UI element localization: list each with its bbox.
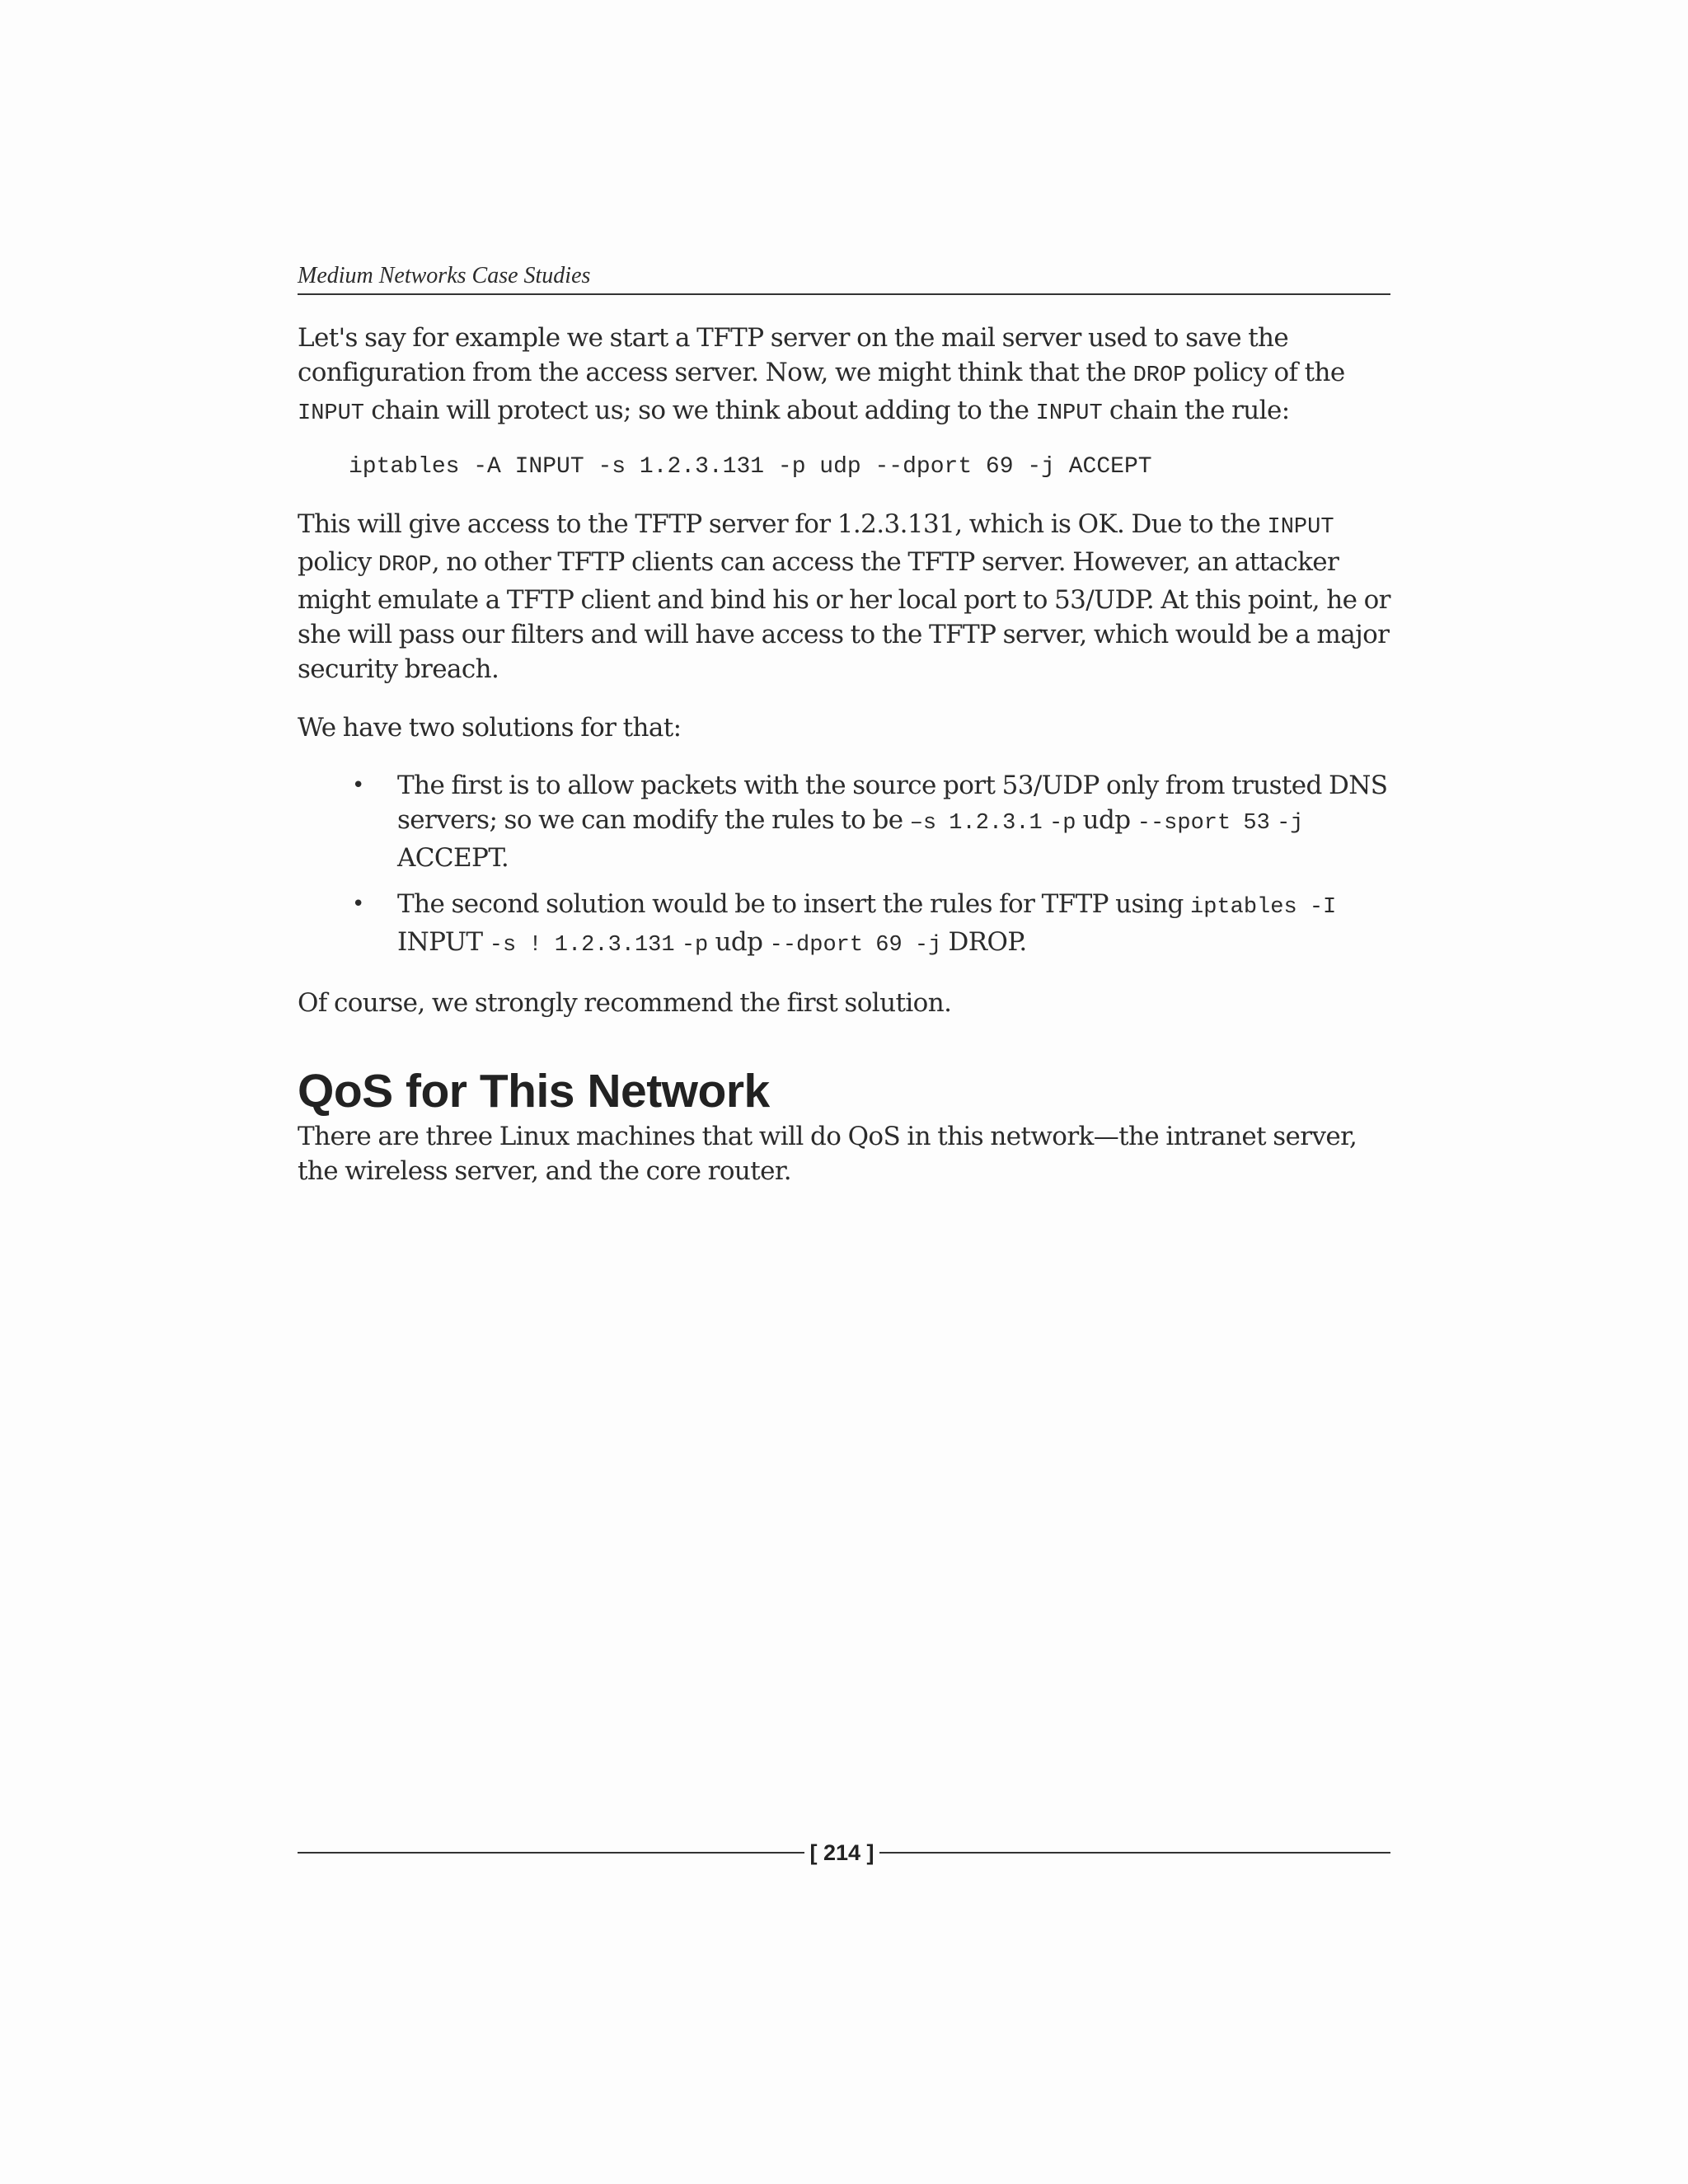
- paragraph-tftp-risk: This will give access to the TFTP server for 1.2.3.131, which is OK. Due to the INPUT policy DROP, no other TFTP clients can access the TFTP server. However, an attacker might emulate a TFTP client and bind his or her local port to 53/UDP. At this point, he or she will pass our filters and will have access to the TFTP server, which would be a major security breach.: [298, 509, 1390, 684]
- running-header: Medium Networks Case Studies: [298, 262, 1390, 295]
- paragraph-recommendation: Of course, we strongly recommend the first solution.: [298, 988, 952, 1018]
- paragraph-qos-intro: There are three Linux machines that will do QoS in this network—the intranet server, the wireless server, and the core router.: [298, 1122, 1357, 1186]
- paragraph-tftp-intro: Let's say for example we start a TFTP server on the mail server used to save the configuration from the access server. Now, we might think that the DROP policy of the INPUT chain will protect us; so we think about adding to the INPUT chain the rule:: [298, 323, 1345, 426]
- inline-code-input: INPUT: [1035, 401, 1103, 426]
- page-content: [298, 262, 1390, 1188]
- bullet-icon: •: [352, 892, 364, 916]
- page-number: [ 214 ]: [809, 1840, 874, 1865]
- inline-code-input: INPUT: [1267, 515, 1334, 540]
- list-item: • The first is to allow packets with the source port 53/UDP only from trusted DNS servers; so we can modify the rules to be –s 1.2.3.1 -p udp --sport 53 -j ACCEPT.: [298, 768, 1390, 875]
- list-item: • The second solution would be to insert the rules for TFTP using iptables -I INPUT -s ! 1.2.3.131 -p udp --dport 69 -j DROP.: [298, 887, 1390, 963]
- section-heading: QoS for This Network: [298, 1065, 770, 1118]
- paragraph-solutions-intro: We have two solutions for that:: [298, 713, 682, 743]
- inline-code-drop: DROP: [1132, 363, 1187, 388]
- inline-code-input: INPUT: [298, 401, 365, 426]
- inline-code-drop: DROP: [377, 553, 432, 578]
- footer-rule-left: [298, 1852, 804, 1854]
- page-footer: [298, 1836, 1390, 1869]
- bullet-icon: •: [352, 773, 364, 798]
- solutions-list: [298, 768, 1390, 963]
- footer-rule-right: [879, 1852, 1390, 1854]
- code-block-iptables-rule: iptables -A INPUT -s 1.2.3.131 -p udp --dport 69 -j ACCEPT: [349, 454, 1152, 480]
